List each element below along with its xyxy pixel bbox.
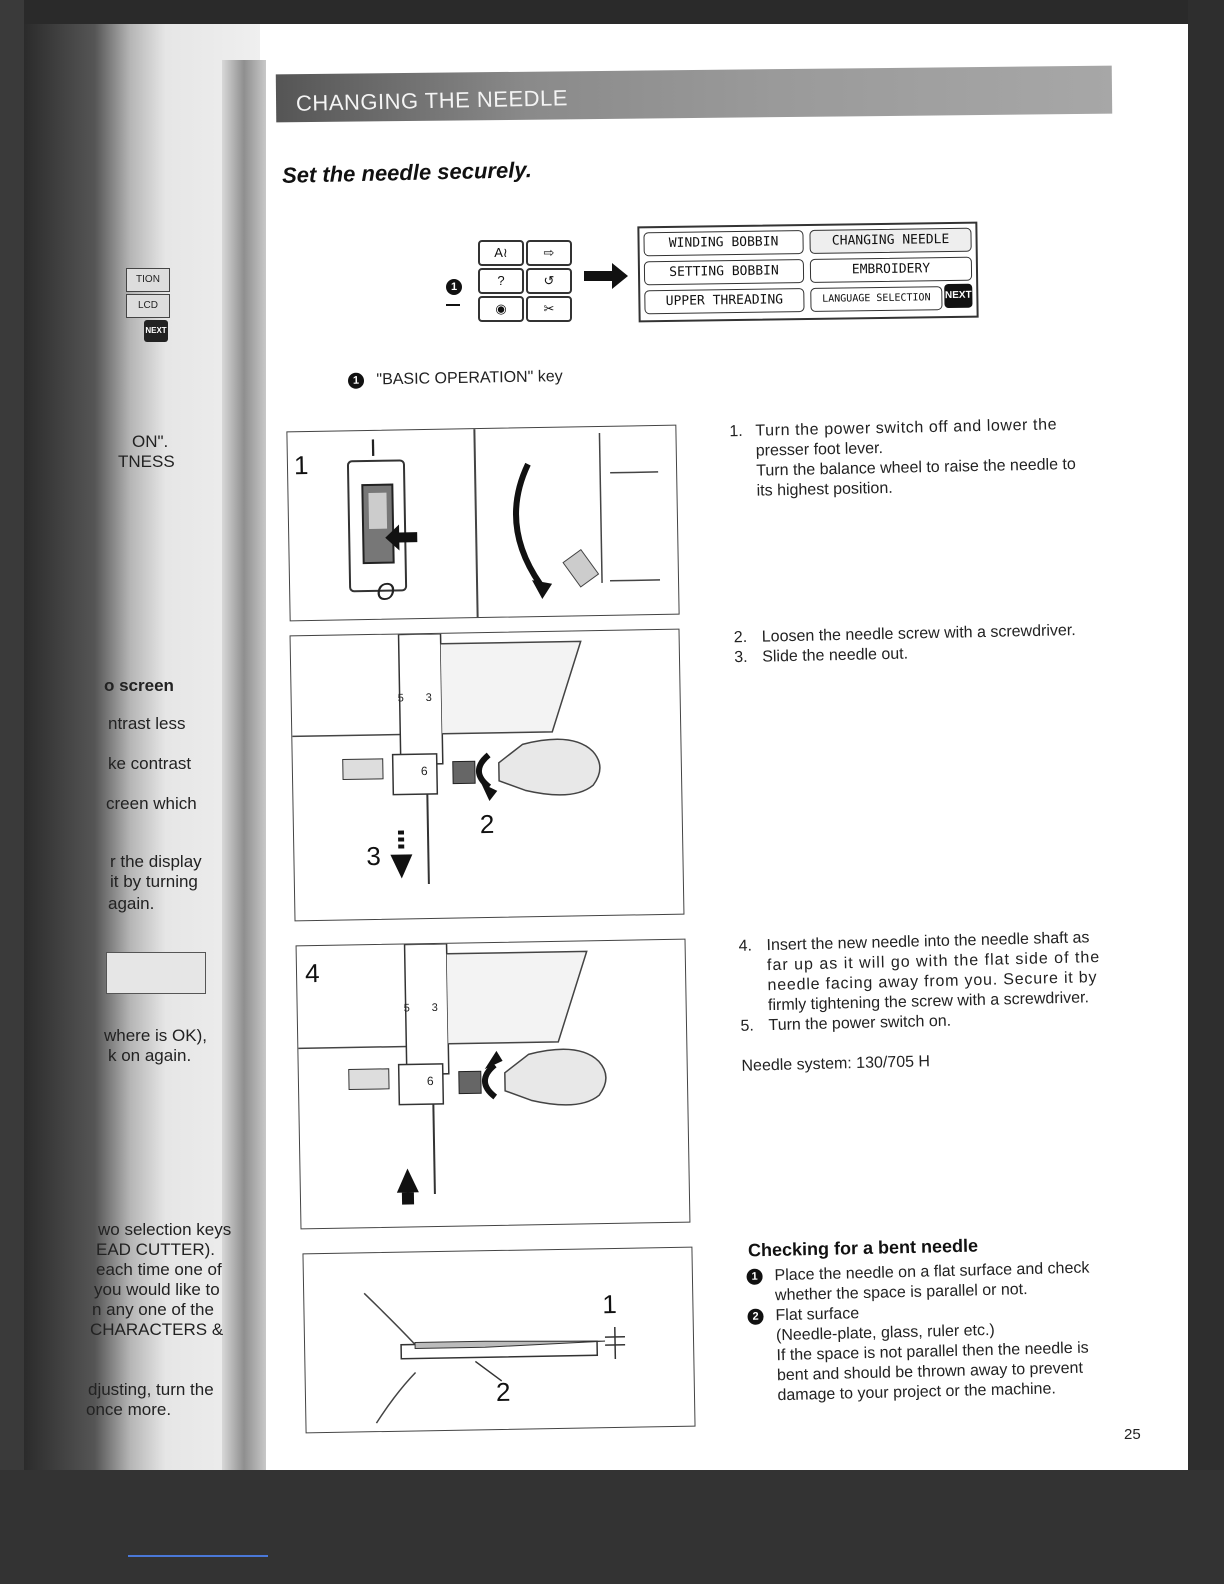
checking-list [746,1257,1149,1407]
left-fragment: where is OK), [104,1026,207,1045]
key-basic-operation[interactable]: ? [478,268,524,294]
left-fragment: you would like to [94,1280,220,1299]
menu-winding-bobbin[interactable]: WINDING BOBBIN [643,230,803,256]
left-tab-column [126,268,170,348]
step-1-line: Turn the power switch off and lower the [755,416,1058,440]
figure-loosen-screw [290,629,685,922]
checking-item-1-badge: 1 [746,1268,762,1284]
left-fragment: each time one of [96,1260,222,1279]
key-characters[interactable]: A≀ [478,240,524,266]
step-2-number: 2. [733,628,748,647]
figure-1-label: 1 [293,450,309,481]
checking-item-2-badge: 2 [747,1308,763,1324]
scan-border-bottom [0,1470,1224,1584]
clamp-number: 6 [420,764,428,779]
figure-3-label: 4 [304,958,320,989]
arrow-right-icon [584,262,630,290]
page-title: CHANGING THE NEEDLE [295,85,569,116]
dial-right-number: 3 [431,1001,438,1015]
key-caption [348,368,563,390]
left-fragment: r the display [110,852,202,871]
menu-language-selection[interactable]: LANGUAGE SELECTION [810,286,942,312]
step-1 [729,414,1131,502]
figure-4-label-2: 2 [495,1376,511,1408]
steps-2-3 [734,620,1135,668]
callout-number-badge: 1 [446,279,462,295]
menu-next-button[interactable]: NEXT [944,284,972,308]
step-4-line: firmly tightening the screw with a screwdriver. [767,989,1090,1015]
checking-item-2-line: bent and should be thrown away to prevent [776,1359,1084,1385]
key-memory[interactable]: ◉ [478,296,524,322]
menu-embroidery[interactable]: EMBROIDERY [810,257,972,283]
left-fragment: EAD CUTTER). [96,1240,215,1259]
left-fragment: wo selection keys [98,1220,232,1239]
caption-text: "BASIC OPERATION" key [376,368,563,389]
figure-insert-needle [296,939,691,1230]
left-fragment: o screen [104,676,174,695]
step-2-text: Loosen the needle screw with a screwdriver. [761,622,1076,646]
caption-number-badge: 1 [348,372,364,388]
left-fragment: djusting, turn the [88,1380,214,1399]
dial-left-number: 5 [397,692,404,705]
left-fragment: it by turning [110,872,198,891]
bottom-accent-line [128,1555,268,1557]
figure-power-switch [286,425,679,622]
figure-2-step-3-label: 3 [366,840,382,872]
step-3-text: Slide the needle out. [762,645,909,666]
needle-removal-illustration [291,630,684,921]
clamp-number: 6 [426,1074,434,1089]
left-fragment: CHARACTERS & [90,1320,224,1339]
step-1-line: its highest position. [756,479,893,500]
left-fragment: ntrast less [108,714,186,733]
left-fragment: TNESS [118,452,175,471]
switch-off-label: O [375,578,396,606]
step-4-line: Insert the new needle into the needle shaft as [766,929,1090,955]
scan-border-top [0,0,1224,24]
step-4-line: far up as it will go with the flat side of the [766,949,1101,975]
figure-bent-needle-check [302,1247,695,1434]
left-fragment: n any one of the [92,1300,214,1319]
step-5-number: 5. [740,1017,755,1035]
step-1-line: presser foot lever. [755,439,884,460]
lcd-menu-screen [637,222,978,323]
needle-system-note: Needle system: 130/705 H [741,1053,931,1075]
key-thread-cutter[interactable]: ✂ [526,296,572,322]
step-1-number: 1. [729,422,743,441]
steps-4-5 [738,927,1137,1077]
left-fragment: creen which [106,794,197,813]
left-fragment: k on again. [108,1046,192,1065]
checking-item-2-line: (Needle-plate, glass, ruler etc.) [775,1321,995,1345]
menu-changing-needle[interactable]: CHANGING NEEDLE [809,228,971,254]
power-switch-illustration [328,439,471,611]
page-number: 25 [1124,1426,1141,1443]
left-tab-3: NEXT [144,320,168,342]
switch-on-label: I [369,434,377,462]
balance-wheel-illustration [487,432,670,611]
left-page-box [106,952,206,994]
checking-title: Checking for a bent needle [747,1235,979,1261]
operation-keypad [470,240,572,324]
scan-border-right [1188,0,1224,1584]
step-4-number: 4. [738,937,753,955]
left-fragment: once more. [86,1400,172,1419]
key-reverse[interactable]: ↺ [526,268,572,294]
scan-border-left [0,0,24,1584]
step-4-line: needle facing away from you. Secure it by [767,969,1098,995]
step-3-number: 3. [734,648,748,667]
figure-4-label-1: 1 [602,1288,618,1320]
book-gutter [222,60,266,1480]
checking-item-2-line: Flat surface [775,1305,860,1325]
step-1-line: Turn the balance wheel to raise the needle to [756,455,1076,480]
menu-upper-threading[interactable]: UPPER THREADING [644,288,804,314]
checking-item-2-line: damage to your project or the machine. [777,1380,1057,1405]
left-fragment: ON". [132,432,169,451]
page-subtitle: Set the needle securely. [281,157,533,188]
checking-item-1-line: whether the space is parallel or not. [774,1281,1028,1305]
left-tab-2: LCD [126,294,170,318]
needle-insert-illustration [297,940,690,1229]
figure-2-step-2-label: 2 [479,808,495,840]
step-5-text: Turn the power switch on. [768,1012,952,1035]
left-fragment: again. [108,894,155,913]
dial-left-number: 5 [403,1002,410,1015]
left-tab-1: TION [126,268,170,292]
left-fragment: ke contrast [108,754,192,773]
checking-item-2-line: If the space is not parallel then the needle is [776,1339,1089,1365]
key-stitch[interactable]: ⇨ [526,240,572,266]
menu-setting-bobbin[interactable]: SETTING BOBBIN [644,259,804,285]
dial-right-number: 3 [425,691,432,705]
checking-item-1-line: Place the needle on a flat surface and check [774,1259,1090,1285]
